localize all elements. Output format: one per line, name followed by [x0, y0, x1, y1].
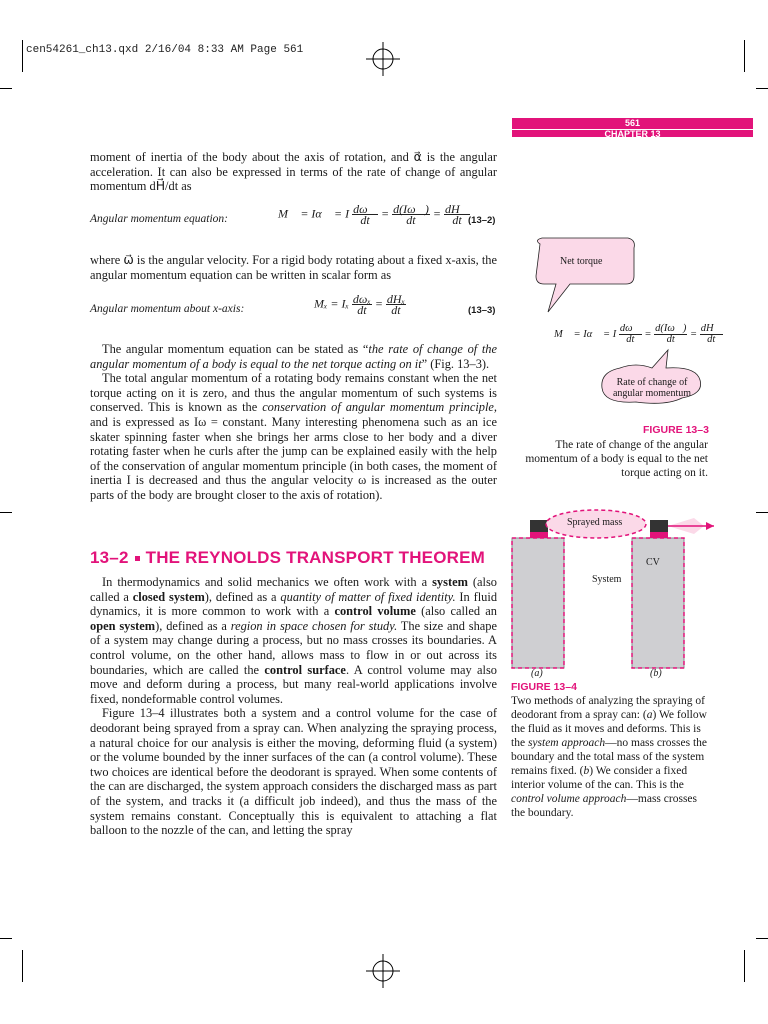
sub-a: (a): [531, 668, 543, 679]
text-run: In fluid dynamics, it is more common to work with a: [90, 589, 498, 619]
eq-13-2-label: Angular momentum equation:: [90, 213, 228, 225]
text-run: ), defined as a: [155, 618, 231, 633]
crop-mark: [0, 938, 12, 939]
text-run: control volume: [334, 604, 416, 619]
eq-13-3-number: (13–3): [468, 305, 496, 316]
text-run: ) We consider a fixed interior volume of the can. This is the: [511, 765, 688, 791]
bubble-net-torque: Net torque: [560, 256, 603, 267]
crop-mark: [744, 950, 745, 982]
chapter-label: CHAPTER 13: [512, 129, 753, 139]
text-run: The size and shape of a system may change during a process, but no mass crosses its boundaries. A control volume, on the other hand, allows mass to flow in or out across its boundaries, which are called the: [90, 618, 497, 677]
fraction: $\frac{d\omega⃗}{dt}$: [353, 202, 377, 227]
paragraph-3: The angular momentum equation can be stated as “the rate of change of the angular momentum of a body is equal to the net torque acting on it” (Fig. 13–3). The total angular momentum of a rotating body remains constant when the net torque acting on it is zero, and thus the angular momentum of such systems is conserved. This is known as the conservation of angular momentum principle, and is expressed as Iω = constant. Many interesting phenomena such as an ice skater spinning faster when she brings her arms close to her body and a diver rotating faster when he curls after the jump can be explained easily with the help of the conservation of angular momentum principle (in both cases, the moment of inertia I is decreased and thus the angular velocity ω is increased as the outer parts of the body are brought closer to the axis of rotation).: [90, 342, 498, 502]
label-sprayed-mass: Sprayed mass: [567, 517, 623, 528]
eq-13-3-label: Angular momentum about x-axis:: [90, 303, 245, 315]
figure-13-4-label: FIGURE 13–4: [511, 681, 577, 693]
text-run: region in space chosen for study.: [230, 618, 398, 633]
eq-13-2: M⃗ = Iα⃗ = I $\frac{d\omega⃗}{dt}$ = $\frac{d(I\omega⃗)}{dt}$ = $\frac{dH⃗}{dt}$: [278, 202, 469, 227]
eq-13-3: Mₓ = Iₓ $\frac{\text{dωₓ}}{dt}$ = $\frac{\text{dHₓ}}{dt}$: [314, 292, 405, 317]
text-run: quantity of matter of fixed identity.: [280, 589, 456, 604]
crop-mark: [22, 950, 23, 982]
crop-mark: [22, 40, 23, 72]
crop-mark: [756, 938, 768, 939]
chapter-header: [512, 118, 753, 137]
paragraph-2: where ω⃗ is the angular velocity. For a rigid body rotating about a fixed x-axis, the angular momentum equation can be written in scalar form as: [90, 253, 497, 282]
text-run: open system: [90, 618, 156, 633]
eq-lhs: M⃗ = Iα⃗ = I: [278, 206, 350, 221]
section-number: 13–2: [90, 548, 129, 567]
fraction: $\frac{\text{dωₓ}}{dt}$: [352, 292, 371, 317]
text-run: (also called an: [415, 604, 497, 619]
text-run: system approach: [527, 737, 606, 749]
fraction: $\frac{dH⃗}{dt}$: [444, 202, 469, 227]
label-cv: CV: [646, 557, 660, 568]
crop-mark: [756, 88, 768, 89]
fig3-equation: M⃗ = Iα⃗ = I $\frac{d\omega⃗}{dt}$ = $\frac{d(I\omega⃗)}{dt}$ = $\frac{dH⃗}{dt}$: [554, 323, 722, 345]
registration-mark: [366, 954, 400, 988]
fraction: $\frac{\text{dHₓ}}{dt}$: [386, 292, 405, 317]
text-run: —no mass crosses the boundary and the total mass of the system remains fixed. (: [511, 737, 708, 777]
text-run: In thermodynamics and solid mechanics we often work with a: [102, 575, 433, 589]
text-run: closed system: [132, 589, 205, 604]
paragraph-6: Figure 13–4 illustrates both a system and a control volume for the case of deodorant being sprayed from a spray can. When analyzing the spraying process, a natural choice for our analysis is either the moving, deforming fluid (a system) or the volume bounded by the inner surfaces of the can (a control volume). These two choices are identical before the deodorant is sprayed. When some contents of the can are discharged, the system approach considers the discharged mass as part of the system, and tracks it (a difficult job indeed), and thus the mass of the system remains constant. Conceptually this is equivalent to attaching a flat balloon to the nozzle of the can, and letting the spray: [90, 706, 497, 838]
text-run: control surface: [264, 662, 346, 677]
section-title: THE REYNOLDS TRANSPORT THEOREM: [145, 548, 486, 567]
text-run: ), defined as a: [204, 589, 281, 604]
fraction: $\frac{d(I\omega⃗)}{dt}$: [393, 202, 429, 227]
sub-b: (b): [650, 668, 662, 679]
text-run: ) We follow the fluid as it moves and deforms. This is the: [511, 709, 707, 749]
eq-13-2-number: (13–2): [468, 215, 496, 226]
print-slug: cen54261_ch13.qxd 2/16/04 8:33 AM Page 561: [26, 44, 304, 56]
label-system: System: [592, 574, 622, 585]
text-run: —mass crosses the boundary.: [511, 793, 697, 819]
crop-mark: [744, 40, 745, 72]
figure-13-3-caption: The rate of change of the angular momentum of a body is equal to the net torque acting on it.: [525, 439, 708, 479]
bullet-icon: [135, 556, 140, 561]
page-number: 561: [624, 118, 641, 128]
crop-mark: [756, 512, 768, 513]
spray-can-figure: [508, 508, 724, 678]
eq-lhs: Mₓ = Iₓ: [314, 296, 349, 311]
paragraph-4: The total angular momentum of a rotating body remains constant when the net torque acting on it is zero, and thus the angular momentum of such systems is conserved. This is known as the conservation of angular momentum principle, and is expressed as Iω = constant. Many interesting phenomena such as an ice skater spinning faster when she brings her arms close to her body and a diver rotating faster when he curls after the jump can be explained easily with the help of the conservation of angular momentum principle (in both cases, the moment of inertia I is decreased and thus the angular velocity ω is increased as the outer parts of the body are brought closer to the axis of rotation).: [90, 371, 498, 502]
text-run: Two methods of analyzing the spraying of deodorant from a spray can: (: [511, 695, 706, 721]
figure-13-3-label: FIGURE 13–3: [643, 424, 709, 436]
net-torque-bubble: [530, 236, 640, 316]
text-run: a: [646, 709, 653, 721]
paragraph-5: [90, 575, 497, 838]
crop-mark: [0, 512, 12, 513]
paragraph-1: moment of inertia of the body about the axis of rotation, and α⃗ is the angular acceleration. It can also be expressed in terms of the rate of change of angular momentum dH⃗/dt as: [90, 150, 497, 194]
section-heading: [90, 548, 485, 568]
bubble-rate-of-change: Rate of change of angular momentum: [612, 377, 692, 399]
registration-mark: [366, 42, 400, 76]
text-run: control volume approach: [511, 793, 627, 805]
figure-13-4-caption: [511, 694, 711, 820]
text-run: . A control volume may also move and deform during a process, but many real-world applications involve fixed, nondeformable control volumes.: [90, 662, 497, 706]
text-run: (also called a: [90, 575, 497, 604]
crop-mark: [0, 88, 12, 89]
text-run: system: [432, 575, 468, 589]
text-run: b: [583, 765, 590, 777]
